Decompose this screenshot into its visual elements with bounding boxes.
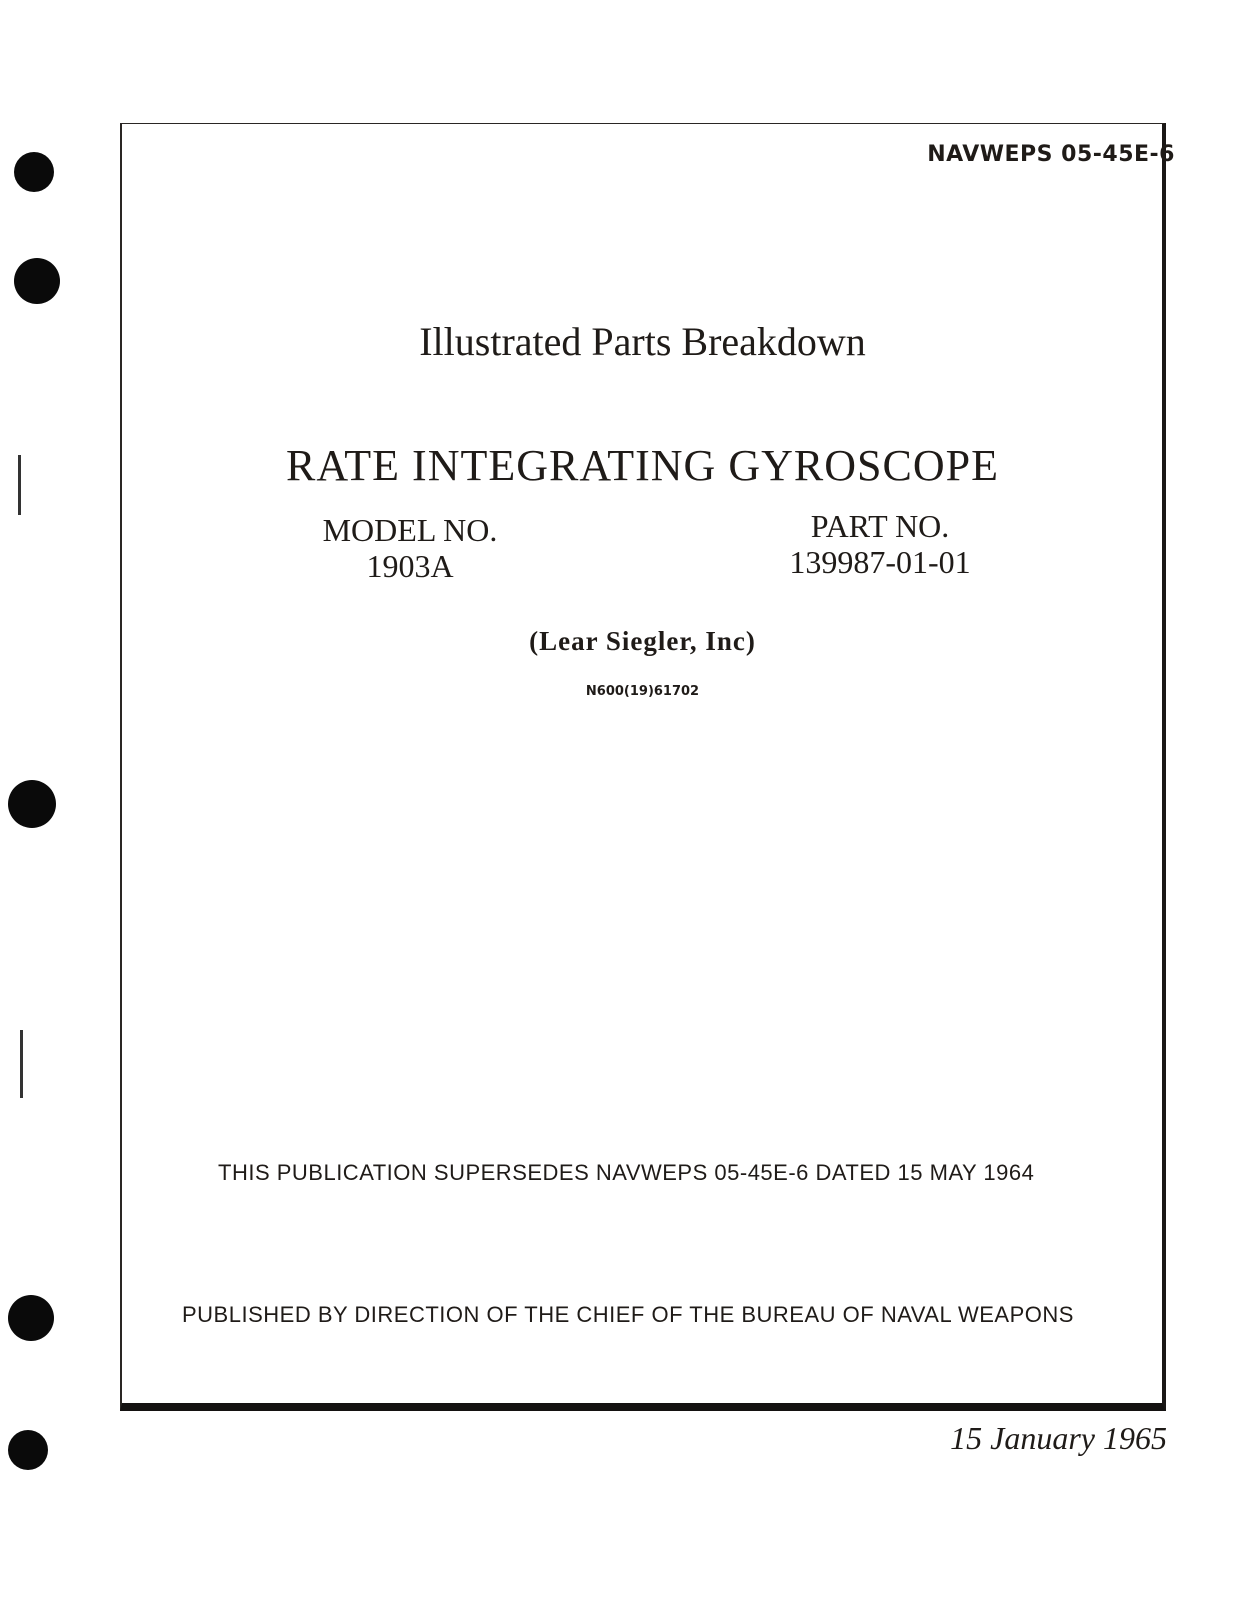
part-label: PART NO. (810, 508, 950, 544)
part-block (785, 508, 975, 580)
model-label: MODEL NO. (322, 512, 498, 548)
manufacturer: (Lear Siegler, Inc) (529, 626, 756, 656)
binder-hole (8, 1295, 54, 1341)
publication-date: 15 January 1965 (950, 1420, 1167, 1456)
model-value: 1903A (366, 548, 454, 584)
publication-number: NAVWEPS 05-45E-6 (927, 142, 1175, 167)
model-block (305, 512, 515, 584)
page-border (120, 123, 1166, 1411)
binder-hole (14, 258, 60, 304)
contract-code: N600(19)61702 (585, 684, 700, 699)
document-subject: RATE INTEGRATING GYROSCOPE (286, 441, 999, 490)
binder-hole (14, 152, 54, 192)
supersedes-notice: THIS PUBLICATION SUPERSEDES NAVWEPS 05-45E-6 DATED 15 MAY 1964 (218, 1160, 1035, 1185)
binder-hole (8, 1430, 48, 1470)
binder-hole (8, 780, 56, 828)
document-title: Illustrated Parts Breakdown (419, 319, 866, 364)
part-value: 139987-01-01 (789, 544, 971, 580)
scan-mark (20, 1030, 23, 1098)
authority-statement: PUBLISHED BY DIRECTION OF THE CHIEF OF THE BUREAU OF NAVAL WEAPONS (182, 1302, 1074, 1327)
